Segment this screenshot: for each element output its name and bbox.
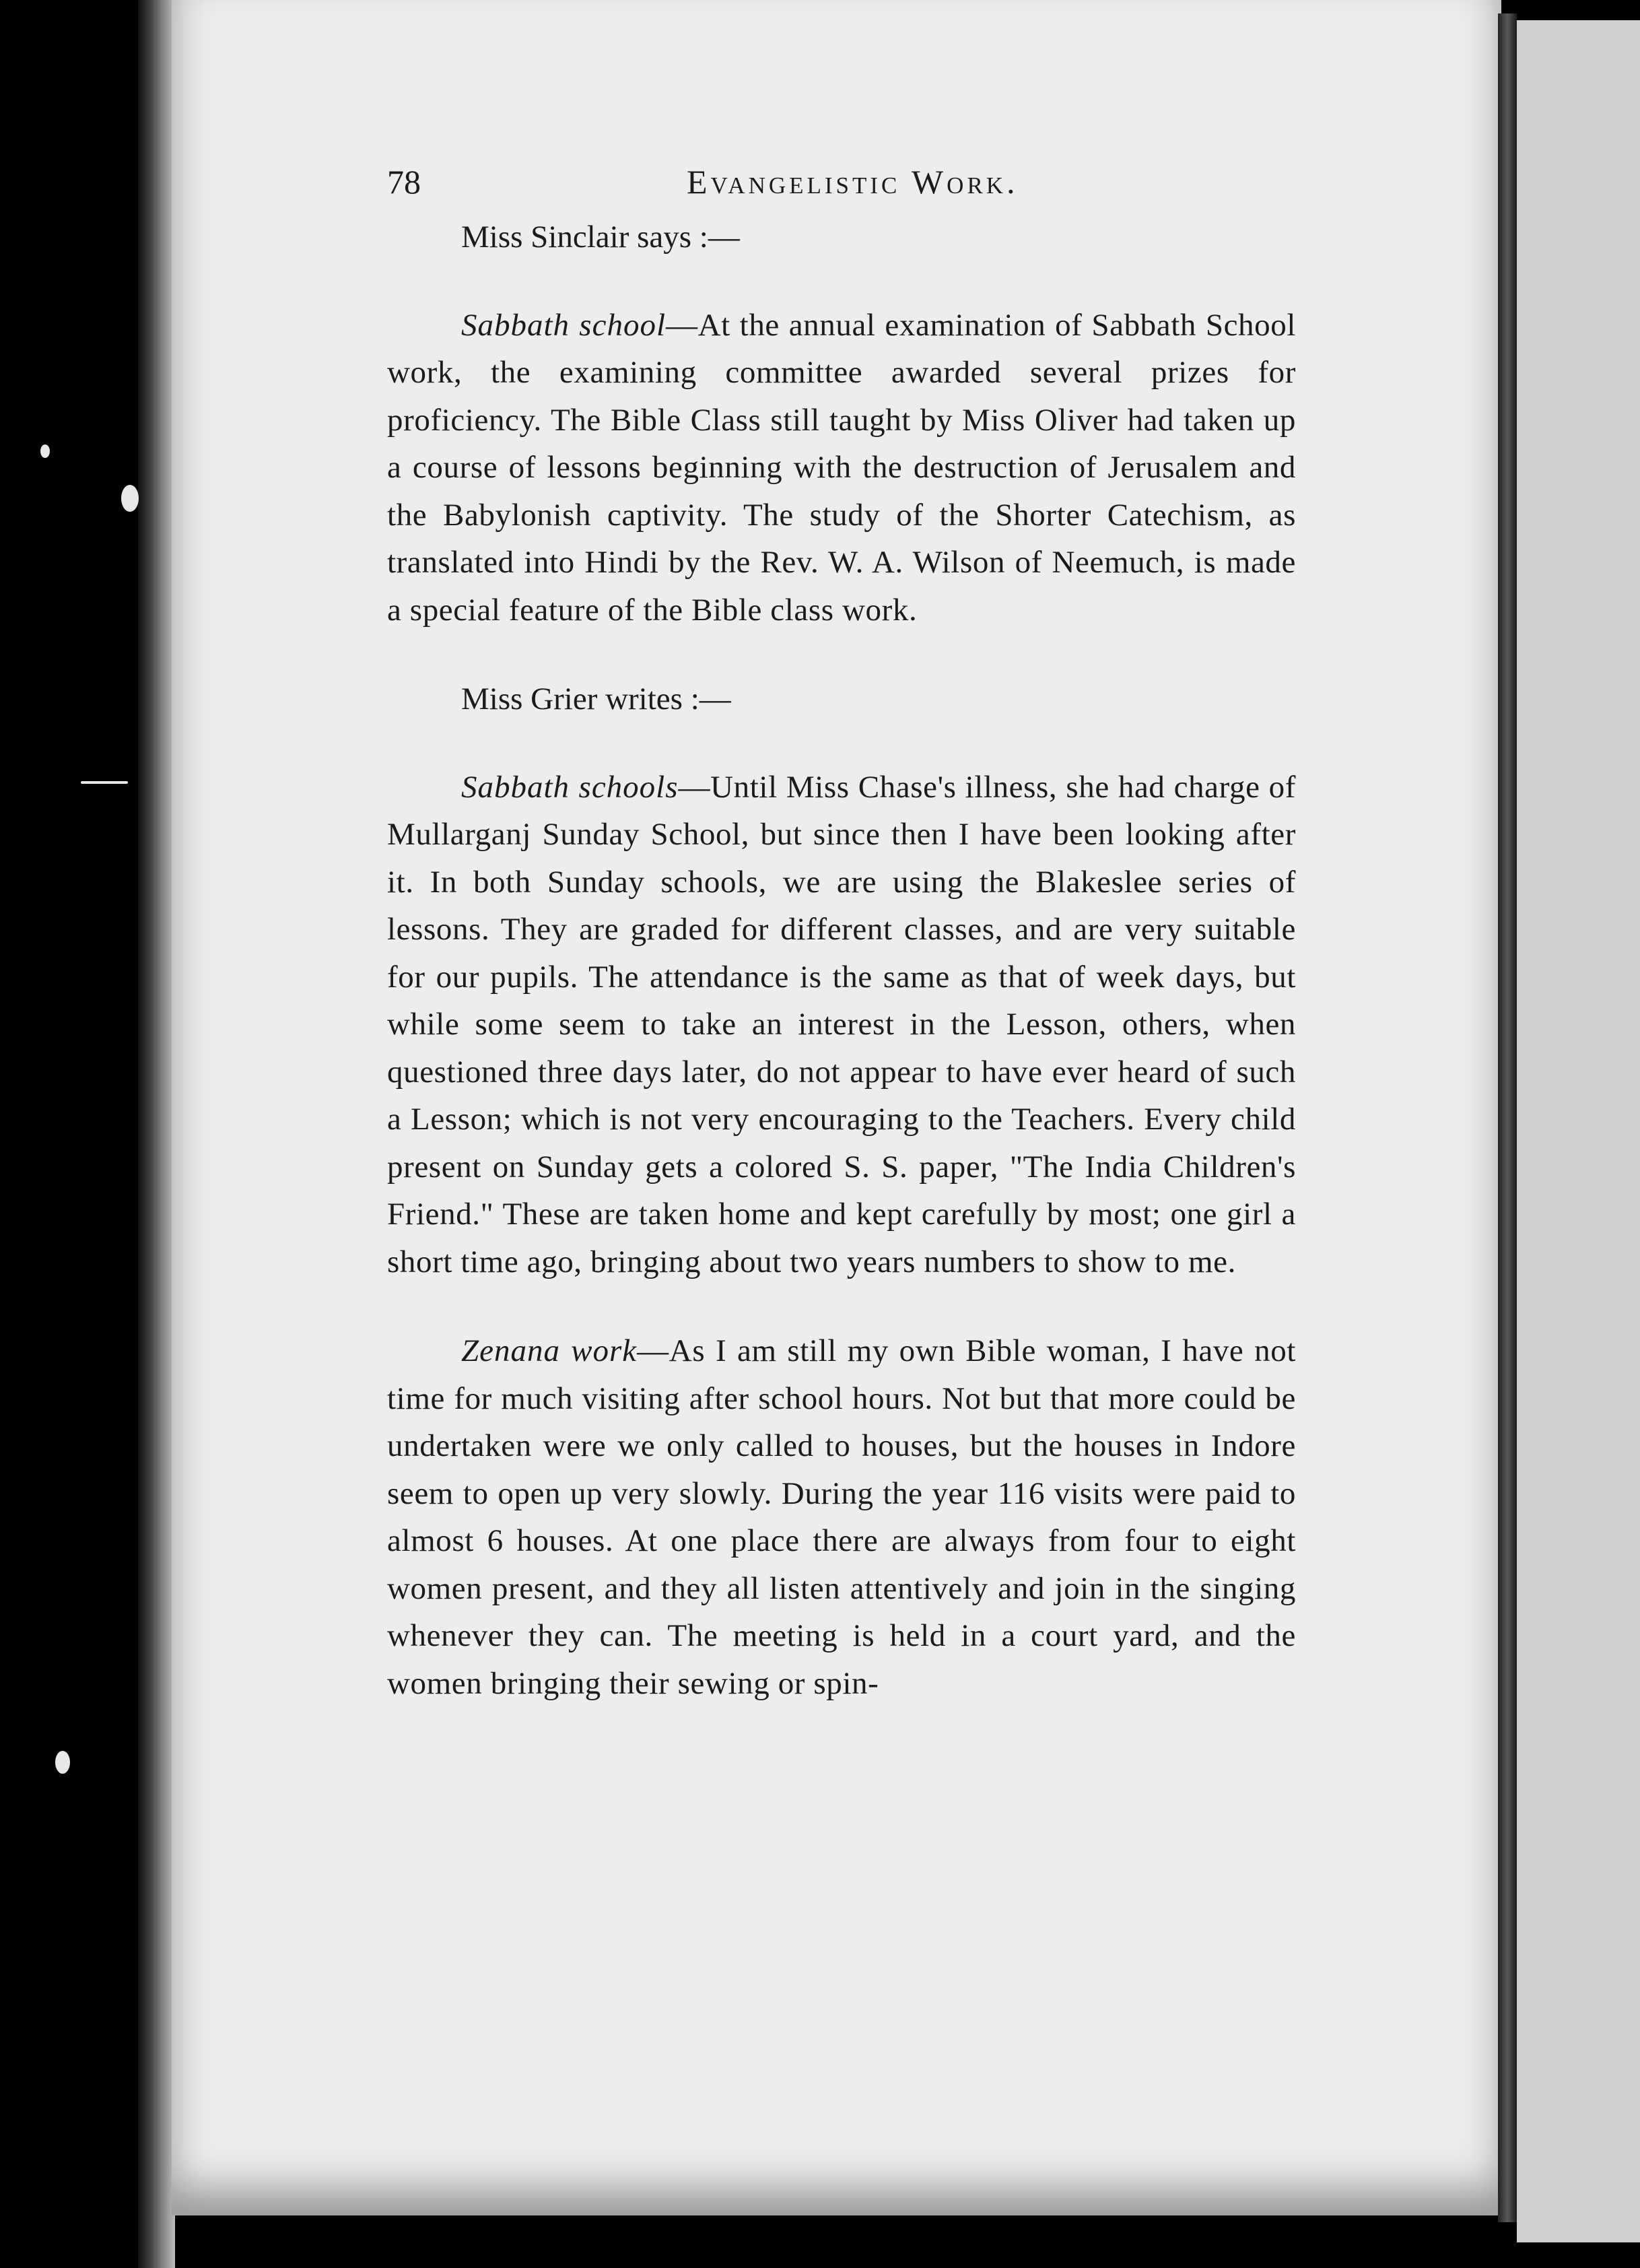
paragraph-zenana-work bbox=[387, 1327, 1296, 1707]
paragraph-text: —Until Miss Chase's illness, she had charge of Mullarganj Sunday School, but since then I have been looking after it. In both Sunday schools, we are using the Blakeslee series of lessons. They are graded for different classes, and are very suitable for our pupils. The attendance is the same as that of week days, but while some seem to take an interest in the Lesson, others, when questioned three days later, do not appear to have ever heard of such a Lesson; which is not very encouraging to the Teachers. Every child present on Sunday gets a colored S. S. paper, "The India Children's Friend." These are taken home and kept carefully by most; one girl a short time ago, bringing about two years numbers to show to me. bbox=[387, 769, 1296, 1279]
paragraph-sabbath-school bbox=[387, 302, 1296, 634]
paragraph-sabbath-schools bbox=[387, 764, 1296, 1286]
dust-speck bbox=[40, 444, 50, 458]
dust-speck bbox=[55, 1751, 70, 1774]
intro-sinclair: Miss Sinclair says :— bbox=[461, 220, 740, 255]
section-heading: Sabbath school bbox=[461, 307, 667, 343]
paragraph-text: —As I am still my own Bible woman, I have not time for much visiting after school hours. Not but that more could be undertaken were we only called to houses, but the houses in Indore seem to open up very slowly. During the year 116 visits were paid to almost 6 houses. At one place there are always from four to eight women present, and they all listen attentively and join in the singing whenever they can. The meeting is held in a court yard, and the women bringing their sewing or spin- bbox=[387, 1333, 1296, 1701]
facing-page-edge bbox=[1517, 20, 1640, 2242]
section-heading: Zenana work bbox=[461, 1333, 638, 1368]
page-text bbox=[387, 158, 1296, 1707]
book-spine-shadow bbox=[138, 0, 175, 2268]
section-heading: Sabbath schools bbox=[461, 769, 679, 805]
dust-speck bbox=[81, 781, 128, 784]
page-gutter-edge bbox=[1498, 13, 1517, 2222]
dust-speck bbox=[121, 485, 139, 512]
running-head: Evangelistic Work. bbox=[687, 163, 1019, 201]
intro-grier: Miss Grier writes :— bbox=[461, 681, 731, 716]
page-number: 78 bbox=[387, 163, 421, 201]
paragraph-text: —At the annual examination of Sabbath School work, the examining committee awarded several prizes for proficiency. The Bible Class still taught by Miss Oliver had taken up a course of lessons beginning with the destruction of Jerusalem and the Babylonish captivity. The study of the Shorter Catechism, as translated into Hindi by the Rev. W. A. Wilson of Neemuch, is made a special feature of the Bible class work. bbox=[387, 307, 1296, 628]
page-header bbox=[387, 158, 1296, 205]
